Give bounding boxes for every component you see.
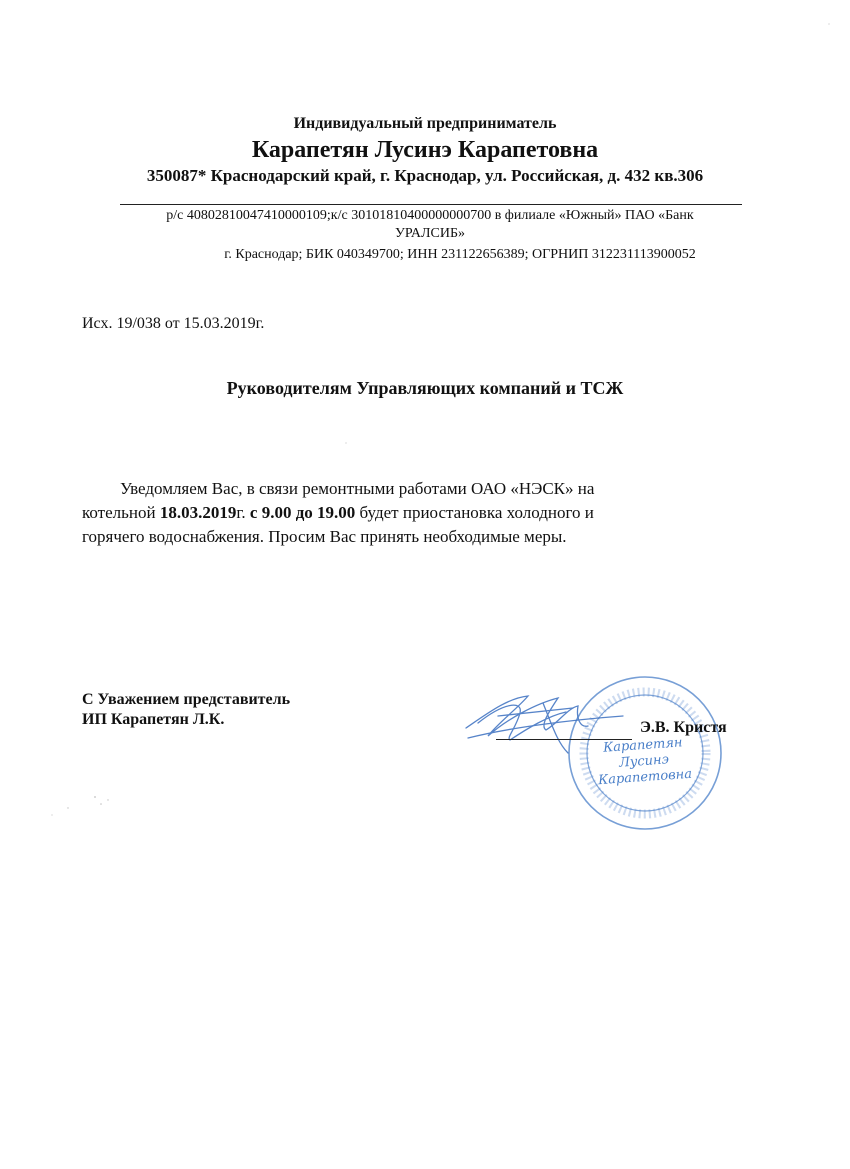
addressee: Руководителям Управляющих компаний и ТСЖ (226, 378, 624, 398)
closing-line1: С Уважением представитель (82, 691, 291, 708)
bank-details-line1b: УРАЛСИБ» (395, 226, 465, 241)
seal-text-line1: Карапетян (602, 735, 683, 756)
body-line2-start: котельной (82, 503, 160, 522)
from-word: с (245, 503, 262, 522)
header-address: 350087* Краснодарский край, г. Краснодар, ул. Российская, д. 432 кв.306 (146, 166, 704, 185)
header-title: Индивидуальный предприниматель (293, 115, 557, 132)
to-word: до (291, 503, 318, 522)
body-line1: Уведомляем Вас, в связи ремонтными работами ОАО «НЭСК» на (120, 479, 595, 498)
work-date: 18.03.2019 (159, 503, 237, 522)
time-to: 19.00 (317, 503, 356, 522)
signatory-name: Э.В. Кристя (640, 719, 727, 736)
body-line2-end: будет приостановка холодного и (355, 503, 594, 522)
time-from: 9.00 (261, 503, 292, 522)
bank-details-line1: р/с 40802810047410000109;к/с 30101810400000000700 в филиале «Южный» ПАО «Банк (166, 208, 694, 223)
body-line3: горячего водоснабжения. Просим Вас принять необходимые меры. (82, 527, 567, 546)
entrepreneur-name: Карапетян Лусинэ Карапетовна (251, 137, 599, 163)
closing-line2: ИП Карапетян Л.К. (82, 711, 225, 728)
seal-text-line2: Лусинэ (618, 752, 670, 771)
outgoing-number: Исх. 19/038 от 15.03.2019г. (82, 315, 265, 332)
work-date-suffix: г. (236, 503, 246, 522)
bank-details-line2: г. Краснодар; БИК 040349700; ИНН 231122656389; ОГРНИП 312231113900052 (224, 247, 696, 262)
seal-text-line3: Карапетовна (597, 766, 693, 789)
